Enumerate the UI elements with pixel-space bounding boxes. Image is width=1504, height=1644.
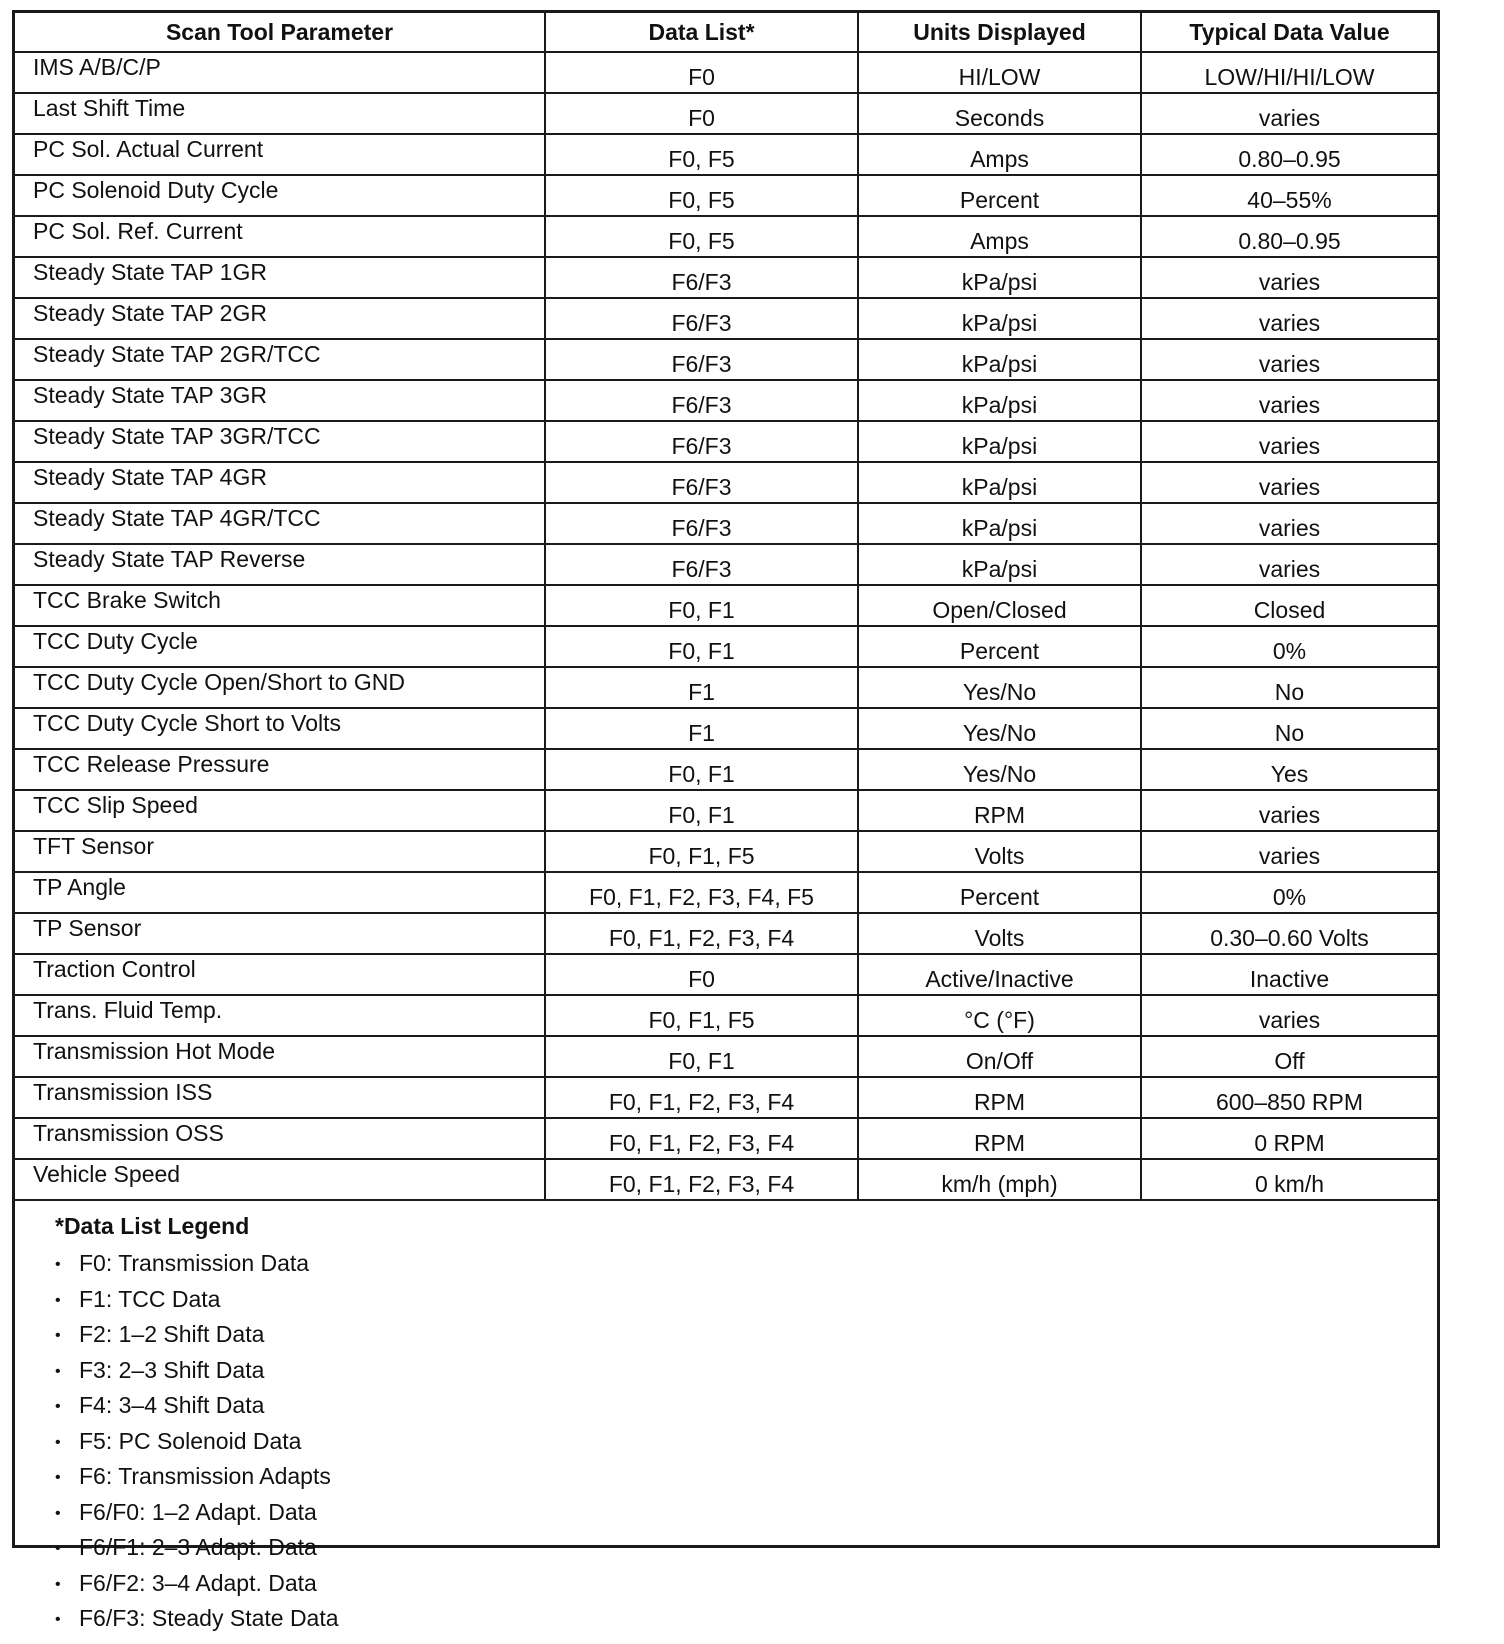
cell-units: Amps <box>858 134 1141 175</box>
cell-units: kPa/psi <box>858 503 1141 544</box>
header-typical-data-value: Typical Data Value <box>1141 13 1437 52</box>
cell-units: kPa/psi <box>858 544 1141 585</box>
legend-item-label: F6/F0: 1–2 Adapt. Data <box>79 1498 317 1525</box>
table-row <box>15 52 1437 93</box>
cell-typical-value: 0.30–0.60 Volts <box>1141 913 1437 954</box>
cell-data-list: F0, F1, F2, F3, F4 <box>545 913 858 954</box>
cell-typical-value: varies <box>1141 995 1437 1036</box>
cell-parameter: Transmission OSS <box>15 1118 545 1159</box>
cell-units: RPM <box>858 1118 1141 1159</box>
cell-typical-value: 0 RPM <box>1141 1118 1437 1159</box>
cell-units: kPa/psi <box>858 339 1141 380</box>
cell-data-list: F0 <box>545 954 858 995</box>
cell-typical-value: Yes <box>1141 749 1437 790</box>
cell-typical-value: 0% <box>1141 872 1437 913</box>
cell-units: Amps <box>858 216 1141 257</box>
bullet-icon: • <box>55 1540 61 1557</box>
cell-data-list: F0 <box>545 93 858 134</box>
cell-parameter: Steady State TAP 4GR <box>15 462 545 503</box>
table-row <box>15 257 1437 298</box>
cell-typical-value: varies <box>1141 380 1437 421</box>
legend-item-label: F6: Transmission Adapts <box>79 1463 331 1489</box>
cell-units: °C (°F) <box>858 995 1141 1036</box>
bullet-icon: • <box>55 1433 61 1451</box>
table-row <box>15 339 1437 380</box>
cell-units: kPa/psi <box>858 380 1141 421</box>
cell-units: kPa/psi <box>858 298 1141 339</box>
cell-parameter: TCC Duty Cycle Open/Short to GND <box>15 667 545 708</box>
table-row <box>15 216 1437 257</box>
table-row <box>15 585 1437 626</box>
legend-item <box>55 1358 1437 1394</box>
cell-typical-value: No <box>1141 708 1437 749</box>
bullet-icon: • <box>55 1362 61 1380</box>
legend-item <box>55 1429 1437 1465</box>
table-row <box>15 462 1437 503</box>
cell-parameter: Steady State TAP Reverse <box>15 544 545 585</box>
cell-typical-value: Off <box>1141 1036 1437 1077</box>
cell-data-list: F0, F5 <box>545 175 858 216</box>
cell-typical-value: 40–55% <box>1141 175 1437 216</box>
bullet-icon: • <box>55 1611 61 1628</box>
cell-parameter: TCC Release Pressure <box>15 749 545 790</box>
cell-data-list: F0, F1 <box>545 790 858 831</box>
cell-data-list: F6/F3 <box>545 544 858 585</box>
cell-typical-value: Closed <box>1141 585 1437 626</box>
cell-typical-value: varies <box>1141 298 1437 339</box>
cell-typical-value: LOW/HI/HI/LOW <box>1141 52 1437 93</box>
cell-parameter: TP Angle <box>15 872 545 913</box>
cell-units: kPa/psi <box>858 257 1141 298</box>
table-row <box>15 1036 1437 1077</box>
table-body <box>15 52 1437 1200</box>
cell-units: Yes/No <box>858 667 1141 708</box>
cell-data-list: F6/F3 <box>545 257 858 298</box>
cell-data-list: F0, F1, F5 <box>545 831 858 872</box>
cell-parameter: TCC Slip Speed <box>15 790 545 831</box>
table-row <box>15 790 1437 831</box>
cell-data-list: F0, F1 <box>545 1036 858 1077</box>
cell-typical-value: varies <box>1141 421 1437 462</box>
cell-typical-value: varies <box>1141 462 1437 503</box>
cell-units: Volts <box>858 913 1141 954</box>
cell-data-list: F0, F1, F2, F3, F4 <box>545 1159 858 1200</box>
table-row <box>15 544 1437 585</box>
cell-data-list: F1 <box>545 667 858 708</box>
bullet-icon: • <box>55 1398 61 1415</box>
cell-typical-value: varies <box>1141 339 1437 380</box>
cell-data-list: F6/F3 <box>545 462 858 503</box>
cell-parameter: Steady State TAP 1GR <box>15 257 545 298</box>
legend-item-label: F1: TCC Data <box>79 1285 221 1312</box>
table-row <box>15 749 1437 790</box>
table-row <box>15 708 1437 749</box>
cell-data-list: F0, F1 <box>545 749 858 790</box>
bullet-icon: • <box>55 1327 61 1344</box>
table-row <box>15 1077 1437 1118</box>
bullet-icon: • <box>55 1575 61 1593</box>
header-scan-tool-parameter: Scan Tool Parameter <box>15 13 545 52</box>
legend-item-label: F0: Transmission Data <box>79 1250 310 1276</box>
cell-parameter: Trans. Fluid Temp. <box>15 995 545 1036</box>
cell-parameter: Transmission Hot Mode <box>15 1036 545 1077</box>
cell-units: RPM <box>858 1077 1141 1118</box>
cell-parameter: PC Sol. Actual Current <box>15 134 545 175</box>
table-row <box>15 421 1437 462</box>
cell-data-list: F6/F3 <box>545 339 858 380</box>
cell-units: Volts <box>858 831 1141 872</box>
cell-typical-value: No <box>1141 667 1437 708</box>
cell-parameter: PC Solenoid Duty Cycle <box>15 175 545 216</box>
cell-units: Percent <box>858 626 1141 667</box>
table-row <box>15 175 1437 216</box>
cell-parameter: Last Shift Time <box>15 93 545 134</box>
cell-data-list: F1 <box>545 708 858 749</box>
cell-typical-value: varies <box>1141 93 1437 134</box>
cell-data-list: F6/F3 <box>545 380 858 421</box>
cell-data-list: F6/F3 <box>545 503 858 544</box>
cell-data-list: F0, F1 <box>545 626 858 667</box>
cell-data-list: F6/F3 <box>545 421 858 462</box>
legend-item-label: F2: 1–2 Shift Data <box>79 1321 265 1347</box>
cell-units: Active/Inactive <box>858 954 1141 995</box>
scan-tool-data-sheet <box>12 10 1440 1631</box>
cell-typical-value: Inactive <box>1141 954 1437 995</box>
table-row <box>15 995 1437 1036</box>
table-row <box>15 954 1437 995</box>
cell-data-list: F0, F5 <box>545 216 858 257</box>
cell-units: RPM <box>858 790 1141 831</box>
cell-units: HI/LOW <box>858 52 1141 93</box>
cell-typical-value: 600–850 RPM <box>1141 1077 1437 1118</box>
legend-item <box>55 1500 1437 1536</box>
cell-units: Percent <box>858 175 1141 216</box>
table-row <box>15 872 1437 913</box>
scan-tool-parameter-table <box>15 13 1437 1201</box>
cell-units: Seconds <box>858 93 1141 134</box>
cell-units: km/h (mph) <box>858 1159 1141 1200</box>
cell-parameter: Steady State TAP 2GR <box>15 298 545 339</box>
cell-typical-value: 0 km/h <box>1141 1159 1437 1200</box>
cell-data-list: F6/F3 <box>545 298 858 339</box>
cell-parameter: TCC Duty Cycle Short to Volts <box>15 708 545 749</box>
cell-units: Open/Closed <box>858 585 1141 626</box>
cell-data-list: F0, F1, F2, F3, F4 <box>545 1077 858 1118</box>
bullet-icon: • <box>55 1469 61 1486</box>
bullet-icon: • <box>55 1504 61 1522</box>
cell-typical-value: varies <box>1141 503 1437 544</box>
table-row <box>15 503 1437 544</box>
cell-data-list: F0, F1, F2, F3, F4 <box>545 1118 858 1159</box>
cell-parameter: Vehicle Speed <box>15 1159 545 1200</box>
cell-parameter: Traction Control <box>15 954 545 995</box>
bullet-icon: • <box>55 1256 61 1273</box>
table-row <box>15 913 1437 954</box>
cell-data-list: F0 <box>545 52 858 93</box>
cell-parameter: Steady State TAP 3GR/TCC <box>15 421 545 462</box>
cell-typical-value: 0.80–0.95 <box>1141 216 1437 257</box>
legend-item <box>55 1535 1437 1571</box>
legend-item <box>55 1322 1437 1358</box>
cell-parameter: Steady State TAP 3GR <box>15 380 545 421</box>
table-row <box>15 626 1437 667</box>
legend-title: *Data List Legend <box>55 1213 250 1239</box>
legend-item-label: F4: 3–4 Shift Data <box>79 1392 265 1418</box>
cell-parameter: Steady State TAP 4GR/TCC <box>15 503 545 544</box>
cell-typical-value: 0.80–0.95 <box>1141 134 1437 175</box>
cell-data-list: F0, F1, F2, F3, F4, F5 <box>545 872 858 913</box>
table-row <box>15 298 1437 339</box>
legend-item <box>55 1251 1437 1287</box>
legend-item <box>55 1393 1437 1429</box>
data-list-legend <box>15 1201 1437 1642</box>
header-units-displayed: Units Displayed <box>858 13 1141 52</box>
legend-item <box>55 1571 1437 1607</box>
table-row <box>15 667 1437 708</box>
cell-typical-value: 0% <box>1141 626 1437 667</box>
cell-parameter: PC Sol. Ref. Current <box>15 216 545 257</box>
legend-item <box>55 1464 1437 1500</box>
cell-parameter: Transmission ISS <box>15 1077 545 1118</box>
cell-parameter: IMS A/B/C/P <box>15 52 545 93</box>
legend-item <box>55 1606 1437 1642</box>
cell-data-list: F0, F1 <box>545 585 858 626</box>
legend-item-label: F6/F1: 2–3 Adapt. Data <box>79 1534 317 1560</box>
cell-units: kPa/psi <box>858 421 1141 462</box>
bullet-icon: • <box>55 1291 61 1309</box>
cell-parameter: TP Sensor <box>15 913 545 954</box>
table-row <box>15 93 1437 134</box>
cell-units: Yes/No <box>858 708 1141 749</box>
cell-typical-value: varies <box>1141 544 1437 585</box>
legend-item-label: F6/F3: Steady State Data <box>79 1605 339 1631</box>
cell-units: Percent <box>858 872 1141 913</box>
legend-list <box>55 1251 1437 1642</box>
cell-typical-value: varies <box>1141 831 1437 872</box>
legend-item <box>55 1287 1437 1323</box>
table-row <box>15 1118 1437 1159</box>
cell-data-list: F0, F5 <box>545 134 858 175</box>
cell-parameter: TCC Brake Switch <box>15 585 545 626</box>
cell-typical-value: varies <box>1141 257 1437 298</box>
cell-typical-value: varies <box>1141 790 1437 831</box>
table-row <box>15 1159 1437 1200</box>
table-row <box>15 380 1437 421</box>
legend-item-label: F3: 2–3 Shift Data <box>79 1356 265 1383</box>
legend-item-label: F6/F2: 3–4 Adapt. Data <box>79 1569 317 1596</box>
legend-item-label: F5: PC Solenoid Data <box>79 1427 302 1454</box>
table-header-row <box>15 13 1437 52</box>
table-row <box>15 831 1437 872</box>
table-row <box>15 134 1437 175</box>
cell-units: On/Off <box>858 1036 1141 1077</box>
cell-data-list: F0, F1, F5 <box>545 995 858 1036</box>
cell-units: kPa/psi <box>858 462 1141 503</box>
cell-units: Yes/No <box>858 749 1141 790</box>
cell-parameter: Steady State TAP 2GR/TCC <box>15 339 545 380</box>
header-data-list: Data List* <box>545 13 858 52</box>
cell-parameter: TFT Sensor <box>15 831 545 872</box>
cell-parameter: TCC Duty Cycle <box>15 626 545 667</box>
